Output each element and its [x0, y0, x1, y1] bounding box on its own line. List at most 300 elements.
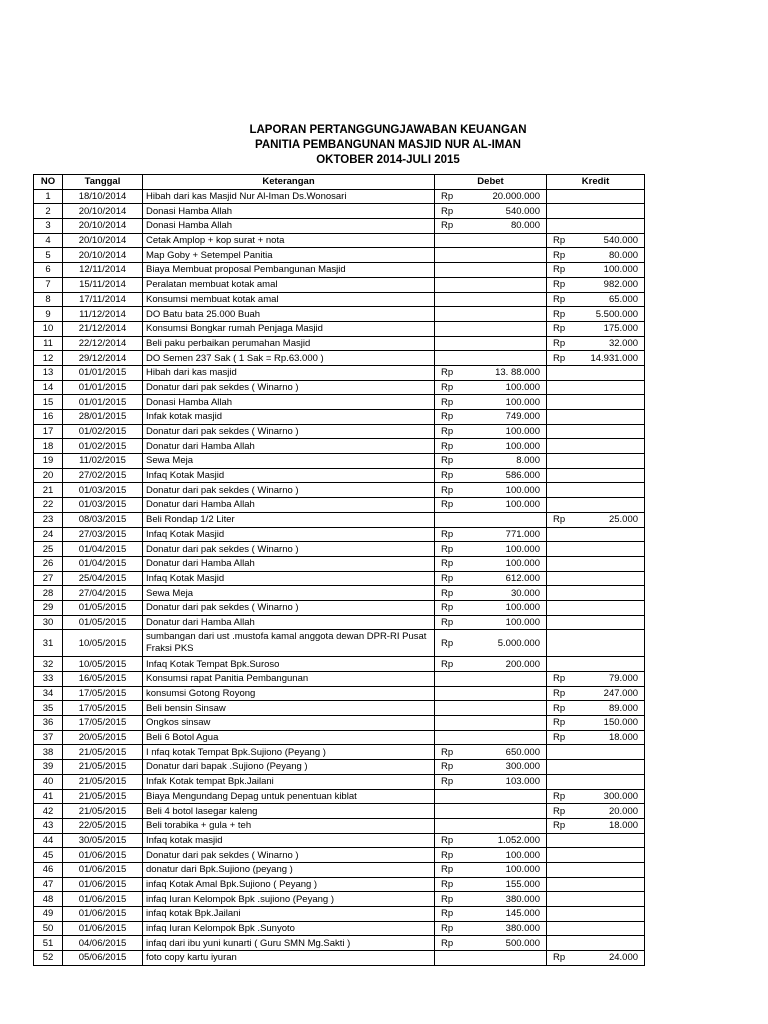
- row-kredit-currency: [547, 615, 575, 630]
- table-row: [34, 439, 645, 454]
- row-tanggal: 01/06/2015: [63, 907, 143, 922]
- row-kredit-amount: 100.000: [575, 263, 645, 278]
- table-row: [34, 818, 645, 833]
- row-kredit-amount: [575, 774, 645, 789]
- row-kredit-currency: [547, 657, 575, 672]
- table-row: [34, 424, 645, 439]
- row-kredit-amount: [575, 848, 645, 863]
- row-keterangan: Map Goby + Setempel Panitia: [143, 248, 435, 263]
- row-kredit-currency: Rp: [547, 307, 575, 322]
- row-no: 50: [34, 921, 63, 936]
- row-debet-currency: Rp: [435, 657, 463, 672]
- row-keterangan: Donatur dari pak sekdes ( Winarno ): [143, 600, 435, 615]
- row-debet-amount: [463, 789, 547, 804]
- row-tanggal: 27/04/2015: [63, 586, 143, 601]
- row-debet-currency: [435, 307, 463, 322]
- row-tanggal: 28/01/2015: [63, 410, 143, 425]
- row-debet-amount: 100.000: [463, 615, 547, 630]
- table-row: [34, 263, 645, 278]
- row-no: 3: [34, 219, 63, 234]
- row-no: 13: [34, 365, 63, 380]
- row-no: 48: [34, 892, 63, 907]
- row-debet-amount: [463, 804, 547, 819]
- table-row: [34, 951, 645, 966]
- row-debet-amount: [463, 321, 547, 336]
- row-keterangan: infaq dari ibu yuni kunarti ( Guru SMN Mg.Sakti ): [143, 936, 435, 951]
- row-debet-amount: [463, 512, 547, 527]
- table-row: [34, 395, 645, 410]
- row-keterangan: Infaq Kotak Masjid: [143, 468, 435, 483]
- row-tanggal: 17/11/2014: [63, 292, 143, 307]
- row-keterangan: Donatur dari bapak .Sujiono (Peyang ): [143, 760, 435, 775]
- row-no: 44: [34, 833, 63, 848]
- row-debet-currency: Rp: [435, 774, 463, 789]
- row-tanggal: 01/02/2015: [63, 439, 143, 454]
- table-row: [34, 936, 645, 951]
- ledger-body: [34, 189, 645, 965]
- row-tanggal: 10/05/2015: [63, 657, 143, 672]
- row-kredit-amount: 79.000: [575, 672, 645, 687]
- table-row: [34, 204, 645, 219]
- row-kredit-amount: 18.000: [575, 818, 645, 833]
- row-debet-amount: 100.000: [463, 380, 547, 395]
- row-keterangan: Sewa Meja: [143, 586, 435, 601]
- row-tanggal: 01/02/2015: [63, 424, 143, 439]
- row-debet-currency: Rp: [435, 527, 463, 542]
- row-tanggal: 01/06/2015: [63, 877, 143, 892]
- row-kredit-currency: [547, 542, 575, 557]
- row-kredit-amount: [575, 468, 645, 483]
- row-no: 31: [34, 630, 63, 657]
- row-kredit-amount: [575, 657, 645, 672]
- row-keterangan: infaq Iuran Kelompok Bpk .sujiono (Peyang ): [143, 892, 435, 907]
- table-row: [34, 701, 645, 716]
- table-row: [34, 233, 645, 248]
- table-row: [34, 248, 645, 263]
- row-debet-currency: Rp: [435, 630, 463, 657]
- table-row: [34, 498, 645, 513]
- row-kredit-currency: [547, 468, 575, 483]
- row-debet-currency: Rp: [435, 877, 463, 892]
- row-kredit-amount: [575, 542, 645, 557]
- row-keterangan: Donatur dari pak sekdes ( Winarno ): [143, 380, 435, 395]
- row-kredit-amount: [575, 380, 645, 395]
- row-kredit-currency: [547, 410, 575, 425]
- row-keterangan: Beli torabika + gula + teh: [143, 818, 435, 833]
- row-no: 26: [34, 556, 63, 571]
- row-tanggal: 17/05/2015: [63, 716, 143, 731]
- table-row: [34, 380, 645, 395]
- row-kredit-currency: [547, 774, 575, 789]
- row-tanggal: 01/06/2015: [63, 848, 143, 863]
- row-kredit-currency: [547, 189, 575, 204]
- table-row: [34, 586, 645, 601]
- row-debet-currency: Rp: [435, 862, 463, 877]
- table-row: [34, 730, 645, 745]
- table-row: [34, 630, 645, 657]
- row-no: 15: [34, 395, 63, 410]
- row-keterangan: DO Batu bata 25.000 Buah: [143, 307, 435, 322]
- row-debet-amount: [463, 351, 547, 366]
- row-debet-currency: Rp: [435, 571, 463, 586]
- row-kredit-currency: [547, 424, 575, 439]
- row-kredit-amount: [575, 395, 645, 410]
- row-kredit-currency: [547, 556, 575, 571]
- row-keterangan: Sewa Meja: [143, 454, 435, 469]
- table-row: [34, 189, 645, 204]
- row-keterangan: Beli 6 Botol Agua: [143, 730, 435, 745]
- row-debet-amount: 8.000: [463, 454, 547, 469]
- row-kredit-currency: [547, 365, 575, 380]
- row-keterangan: Infak Kotak tempat Bpk.Jailani: [143, 774, 435, 789]
- row-tanggal: 25/04/2015: [63, 571, 143, 586]
- row-tanggal: 18/10/2014: [63, 189, 143, 204]
- table-row: [34, 848, 645, 863]
- row-no: 30: [34, 615, 63, 630]
- row-tanggal: 21/05/2015: [63, 789, 143, 804]
- row-kredit-amount: [575, 833, 645, 848]
- row-keterangan: Donasi Hamba Allah: [143, 204, 435, 219]
- row-debet-currency: Rp: [435, 439, 463, 454]
- row-kredit-amount: 32.000: [575, 336, 645, 351]
- report-period: OKTOBER 2014-JULI 2015: [316, 154, 460, 166]
- row-tanggal: 01/03/2015: [63, 498, 143, 513]
- row-no: 25: [34, 542, 63, 557]
- row-tanggal: 12/11/2014: [63, 263, 143, 278]
- row-kredit-amount: [575, 921, 645, 936]
- row-keterangan: Infaq kotak masjid: [143, 833, 435, 848]
- row-keterangan: infaq kotak Bpk.Jailani: [143, 907, 435, 922]
- row-kredit-amount: 175.000: [575, 321, 645, 336]
- table-row: [34, 219, 645, 234]
- row-keterangan: Peralatan membuat kotak amal: [143, 277, 435, 292]
- row-debet-currency: Rp: [435, 921, 463, 936]
- row-debet-currency: Rp: [435, 760, 463, 775]
- row-debet-amount: 200.000: [463, 657, 547, 672]
- row-keterangan: I nfaq kotak Tempat Bpk.Sujiono (Peyang ): [143, 745, 435, 760]
- row-debet-currency: [435, 686, 463, 701]
- row-kredit-currency: Rp: [547, 248, 575, 263]
- table-row: [34, 921, 645, 936]
- row-keterangan: Beli bensin Sinsaw: [143, 701, 435, 716]
- row-debet-amount: 100.000: [463, 556, 547, 571]
- row-debet-currency: Rp: [435, 410, 463, 425]
- row-keterangan: Ongkos sinsaw: [143, 716, 435, 731]
- row-kredit-amount: [575, 877, 645, 892]
- table-row: [34, 512, 645, 527]
- row-kredit-amount: [575, 498, 645, 513]
- row-debet-amount: 100.000: [463, 600, 547, 615]
- row-kredit-amount: 20.000: [575, 804, 645, 819]
- table-row: [34, 892, 645, 907]
- row-kredit-currency: [547, 395, 575, 410]
- row-keterangan: Donatur dari pak sekdes ( Winarno ): [143, 542, 435, 557]
- table-row: [34, 351, 645, 366]
- row-debet-amount: 650.000: [463, 745, 547, 760]
- row-keterangan: Konsumsi membuat kotak amal: [143, 292, 435, 307]
- row-kredit-amount: [575, 556, 645, 571]
- row-kredit-currency: [547, 921, 575, 936]
- row-debet-amount: [463, 248, 547, 263]
- row-kredit-currency: [547, 454, 575, 469]
- row-no: 2: [34, 204, 63, 219]
- row-kredit-amount: 65.000: [575, 292, 645, 307]
- row-kredit-amount: [575, 600, 645, 615]
- row-tanggal: 20/10/2014: [63, 204, 143, 219]
- row-debet-currency: [435, 336, 463, 351]
- row-kredit-currency: [547, 204, 575, 219]
- table-row: [34, 774, 645, 789]
- row-no: 20: [34, 468, 63, 483]
- row-kredit-amount: 89.000: [575, 701, 645, 716]
- row-kredit-currency: Rp: [547, 292, 575, 307]
- row-debet-amount: 500.000: [463, 936, 547, 951]
- table-row: [34, 600, 645, 615]
- row-debet-amount: 100.000: [463, 862, 547, 877]
- row-debet-amount: [463, 292, 547, 307]
- row-no: 22: [34, 498, 63, 513]
- row-keterangan: Donatur dari Hamba Allah: [143, 556, 435, 571]
- table-row: [34, 410, 645, 425]
- row-tanggal: 01/04/2015: [63, 556, 143, 571]
- row-kredit-amount: [575, 365, 645, 380]
- row-kredit-currency: Rp: [547, 351, 575, 366]
- row-no: 14: [34, 380, 63, 395]
- row-tanggal: 17/05/2015: [63, 686, 143, 701]
- row-kredit-currency: [547, 630, 575, 657]
- row-kredit-amount: 300.000: [575, 789, 645, 804]
- row-debet-amount: 1.052.000: [463, 833, 547, 848]
- row-debet-amount: [463, 263, 547, 278]
- row-kredit-currency: Rp: [547, 233, 575, 248]
- row-kredit-amount: [575, 907, 645, 922]
- row-tanggal: 01/01/2015: [63, 395, 143, 410]
- row-no: 28: [34, 586, 63, 601]
- row-kredit-currency: Rp: [547, 672, 575, 687]
- row-keterangan: Infaq Kotak Masjid: [143, 527, 435, 542]
- row-debet-currency: Rp: [435, 556, 463, 571]
- table-row: [34, 277, 645, 292]
- row-debet-currency: [435, 263, 463, 278]
- row-kredit-currency: Rp: [547, 818, 575, 833]
- row-keterangan: Infak kotak masjid: [143, 410, 435, 425]
- row-kredit-currency: [547, 483, 575, 498]
- row-kredit-amount: 5.500.000: [575, 307, 645, 322]
- row-debet-amount: [463, 336, 547, 351]
- row-no: 46: [34, 862, 63, 877]
- row-no: 24: [34, 527, 63, 542]
- row-kredit-amount: 80.000: [575, 248, 645, 263]
- row-debet-amount: 380.000: [463, 921, 547, 936]
- row-debet-amount: 100.000: [463, 542, 547, 557]
- row-debet-amount: [463, 818, 547, 833]
- row-no: 17: [34, 424, 63, 439]
- row-tanggal: 04/06/2015: [63, 936, 143, 951]
- row-kredit-amount: [575, 219, 645, 234]
- row-debet-amount: 540.000: [463, 204, 547, 219]
- row-kredit-currency: Rp: [547, 263, 575, 278]
- row-debet-currency: Rp: [435, 204, 463, 219]
- row-keterangan: Infaq Kotak Tempat Bpk.Suroso: [143, 657, 435, 672]
- row-kredit-currency: [547, 862, 575, 877]
- row-debet-amount: 20.000.000: [463, 189, 547, 204]
- row-tanggal: 20/10/2014: [63, 248, 143, 263]
- row-debet-currency: [435, 951, 463, 966]
- table-row: [34, 657, 645, 672]
- table-row: [34, 804, 645, 819]
- row-kredit-currency: [547, 892, 575, 907]
- row-no: 10: [34, 321, 63, 336]
- row-debet-amount: [463, 701, 547, 716]
- row-keterangan: konsumsi Gotong Royong: [143, 686, 435, 701]
- row-keterangan: Donasi Hamba Allah: [143, 219, 435, 234]
- table-row: [34, 365, 645, 380]
- table-row: [34, 321, 645, 336]
- row-debet-amount: 145.000: [463, 907, 547, 922]
- row-kredit-currency: Rp: [547, 789, 575, 804]
- row-debet-amount: 749.000: [463, 410, 547, 425]
- table-row: [34, 760, 645, 775]
- row-no: 5: [34, 248, 63, 263]
- row-no: 39: [34, 760, 63, 775]
- row-debet-currency: Rp: [435, 615, 463, 630]
- row-kredit-amount: [575, 189, 645, 204]
- row-no: 41: [34, 789, 63, 804]
- row-tanggal: 21/12/2014: [63, 321, 143, 336]
- row-debet-currency: Rp: [435, 936, 463, 951]
- row-kredit-currency: Rp: [547, 804, 575, 819]
- table-row: [34, 571, 645, 586]
- row-tanggal: 01/05/2015: [63, 615, 143, 630]
- row-kredit-currency: [547, 848, 575, 863]
- row-kredit-currency: Rp: [547, 512, 575, 527]
- row-debet-amount: [463, 307, 547, 322]
- row-no: 18: [34, 439, 63, 454]
- row-debet-currency: Rp: [435, 907, 463, 922]
- row-debet-amount: 103.000: [463, 774, 547, 789]
- table-row: [34, 468, 645, 483]
- row-no: 52: [34, 951, 63, 966]
- row-tanggal: 05/06/2015: [63, 951, 143, 966]
- row-keterangan: DO Semen 237 Sak ( 1 Sak = Rp.63.000 ): [143, 351, 435, 366]
- row-kredit-currency: Rp: [547, 277, 575, 292]
- row-debet-currency: [435, 321, 463, 336]
- row-tanggal: 01/01/2015: [63, 380, 143, 395]
- row-debet-currency: [435, 789, 463, 804]
- row-kredit-currency: Rp: [547, 716, 575, 731]
- row-debet-currency: Rp: [435, 380, 463, 395]
- row-kredit-amount: [575, 439, 645, 454]
- row-kredit-amount: [575, 862, 645, 877]
- row-kredit-amount: [575, 936, 645, 951]
- header-tanggal: Tanggal: [63, 175, 143, 190]
- row-kredit-amount: 982.000: [575, 277, 645, 292]
- row-kredit-amount: [575, 204, 645, 219]
- row-kredit-amount: [575, 586, 645, 601]
- row-debet-currency: Rp: [435, 483, 463, 498]
- row-keterangan: infaq Kotak Amal Bpk.Sujiono ( Peyang ): [143, 877, 435, 892]
- row-no: 16: [34, 410, 63, 425]
- row-keterangan: Donatur dari pak sekdes ( Winarno ): [143, 483, 435, 498]
- row-tanggal: 15/11/2014: [63, 277, 143, 292]
- row-tanggal: 16/05/2015: [63, 672, 143, 687]
- row-debet-currency: Rp: [435, 848, 463, 863]
- row-debet-amount: [463, 951, 547, 966]
- table-row: [34, 292, 645, 307]
- row-debet-currency: [435, 248, 463, 263]
- row-kredit-amount: [575, 892, 645, 907]
- row-kredit-amount: [575, 630, 645, 657]
- row-tanggal: 20/10/2014: [63, 219, 143, 234]
- row-kredit-currency: [547, 600, 575, 615]
- row-kredit-currency: [547, 571, 575, 586]
- table-row: [34, 556, 645, 571]
- row-debet-amount: 612.000: [463, 571, 547, 586]
- row-no: 40: [34, 774, 63, 789]
- row-kredit-amount: [575, 483, 645, 498]
- row-debet-amount: 100.000: [463, 483, 547, 498]
- table-row: [34, 672, 645, 687]
- row-debet-currency: Rp: [435, 498, 463, 513]
- table-row: [34, 833, 645, 848]
- row-no: 27: [34, 571, 63, 586]
- row-debet-amount: 100.000: [463, 848, 547, 863]
- row-debet-amount: 771.000: [463, 527, 547, 542]
- row-keterangan: sumbangan dari ust .mustofa kamal anggota dewan DPR-RI Pusat Fraksi PKS: [143, 630, 435, 657]
- row-kredit-currency: Rp: [547, 730, 575, 745]
- row-debet-amount: 100.000: [463, 424, 547, 439]
- row-tanggal: 11/12/2014: [63, 307, 143, 322]
- row-debet-currency: [435, 292, 463, 307]
- row-tanggal: 01/03/2015: [63, 483, 143, 498]
- row-kredit-amount: 14.931.000: [575, 351, 645, 366]
- row-kredit-amount: [575, 454, 645, 469]
- row-debet-currency: [435, 730, 463, 745]
- table-row: [34, 307, 645, 322]
- row-tanggal: 11/02/2015: [63, 454, 143, 469]
- row-debet-currency: Rp: [435, 424, 463, 439]
- row-debet-currency: [435, 701, 463, 716]
- row-keterangan: Beli 4 botol lasegar kaleng: [143, 804, 435, 819]
- row-no: 11: [34, 336, 63, 351]
- table-row: [34, 615, 645, 630]
- row-no: 19: [34, 454, 63, 469]
- row-debet-amount: [463, 277, 547, 292]
- row-keterangan: Donatur dari pak sekdes ( Winarno ): [143, 424, 435, 439]
- row-keterangan: Hibah dari kas Masjid Nur Al-Iman Ds.Wonosari: [143, 189, 435, 204]
- row-no: 23: [34, 512, 63, 527]
- row-kredit-currency: Rp: [547, 321, 575, 336]
- row-kredit-currency: [547, 877, 575, 892]
- row-debet-currency: Rp: [435, 600, 463, 615]
- row-tanggal: 27/03/2015: [63, 527, 143, 542]
- table-row: [34, 862, 645, 877]
- row-no: 21: [34, 483, 63, 498]
- row-debet-currency: [435, 351, 463, 366]
- row-tanggal: 08/03/2015: [63, 512, 143, 527]
- row-debet-amount: 380.000: [463, 892, 547, 907]
- row-kredit-amount: [575, 571, 645, 586]
- row-tanggal: 21/05/2015: [63, 745, 143, 760]
- row-tanggal: 01/06/2015: [63, 921, 143, 936]
- row-debet-amount: 100.000: [463, 439, 547, 454]
- row-no: 51: [34, 936, 63, 951]
- row-no: 43: [34, 818, 63, 833]
- row-tanggal: 01/05/2015: [63, 600, 143, 615]
- row-kredit-currency: [547, 439, 575, 454]
- row-no: 36: [34, 716, 63, 731]
- row-keterangan: Donatur dari Hamba Allah: [143, 615, 435, 630]
